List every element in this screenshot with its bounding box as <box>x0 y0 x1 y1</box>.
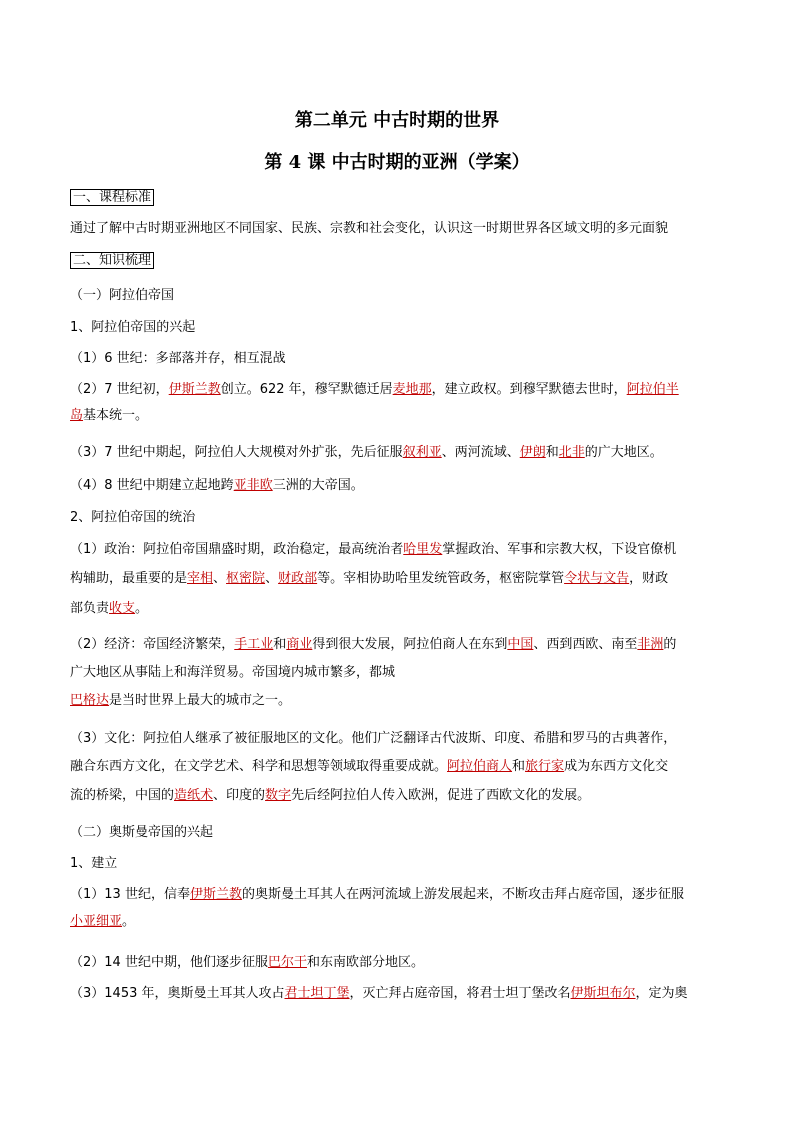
text-segment: （2）经济：帝国经济繁荣， <box>70 637 235 652</box>
key-term: 收支 <box>109 601 136 616</box>
key-term: 数字 <box>265 788 292 803</box>
text-segment: 的广大地区。 <box>584 445 663 460</box>
text-line <box>70 910 135 929</box>
text-segment: （二）奥斯曼帝国的兴起 <box>70 825 214 840</box>
text-line <box>70 755 668 774</box>
key-term: 伊斯兰教 <box>189 887 242 902</box>
text-line <box>70 186 154 205</box>
text-line <box>70 404 148 423</box>
text-line <box>70 567 668 586</box>
text-segment: （一）阿拉伯帝国 <box>70 288 175 303</box>
text-segment: （3）1453 年，奥斯曼土耳其人攻占 <box>70 986 285 1001</box>
text-line <box>70 441 663 460</box>
key-term: 阿拉伯商人 <box>447 759 513 774</box>
text-line <box>70 661 395 680</box>
lesson-title: 第 4 课 中古时期的亚洲（学案） <box>264 152 530 173</box>
text-segment: （4）8 世纪中期建立起地跨 <box>70 478 234 493</box>
key-term: 阿拉伯半 <box>626 382 679 397</box>
text-segment: 和 <box>273 637 287 652</box>
text-line <box>70 249 154 268</box>
text-segment: 、 <box>265 571 279 586</box>
text-segment: ，定为奥 <box>635 986 688 1001</box>
key-term: 宰相 <box>187 571 214 586</box>
text-segment: 广大地区从事陆上和海洋贸易。帝国境内城市繁多，都城 <box>70 665 396 680</box>
key-term: 巴格达 <box>70 693 110 708</box>
key-term: 造纸术 <box>174 788 214 803</box>
unit-title: 第二单元 中古时期的世界 <box>294 110 500 131</box>
text-line <box>70 538 676 557</box>
text-segment: 得到很大发展，阿拉伯商人在东到 <box>312 637 508 652</box>
text-segment: 。 <box>122 914 136 929</box>
section-heading: 一、课程标准 <box>70 189 154 206</box>
text-segment: 和东南欧部分地区。 <box>306 955 424 970</box>
text-segment: （3）7 世纪中期起，阿拉伯人大规模对外扩张，先后征服 <box>70 445 403 460</box>
key-term: 亚非欧 <box>233 478 273 493</box>
text-segment: 和 <box>512 759 526 774</box>
key-term: 枢密院 <box>226 571 266 586</box>
text-segment: 、 <box>213 571 227 586</box>
text-segment: 等。宰相协助哈里发统管政务，枢密院掌管 <box>317 571 565 586</box>
text-line <box>70 597 148 616</box>
text-segment: ，建立政权。到穆罕默德去世时， <box>431 382 627 397</box>
key-term: 手工业 <box>234 637 274 652</box>
text-line <box>70 506 195 525</box>
key-term: 岛 <box>70 408 84 423</box>
key-term: 麦地那 <box>392 382 432 397</box>
key-term: 伊斯坦布尔 <box>570 986 636 1001</box>
key-term: 伊朗 <box>519 445 546 460</box>
text-line <box>70 852 117 871</box>
text-segment: 的 <box>663 637 677 652</box>
key-term: 巴尔干 <box>267 955 307 970</box>
key-term: 君士坦丁堡 <box>284 986 350 1001</box>
text-line <box>70 689 291 708</box>
key-term: 小亚细亚 <box>70 914 123 929</box>
key-term: 伊斯兰教 <box>168 382 221 397</box>
text-segment: ，财政 <box>629 571 669 586</box>
text-line <box>70 883 684 902</box>
key-term: 非洲 <box>637 637 664 652</box>
key-term: 令状与文告 <box>564 571 630 586</box>
text-segment: 掌握政治、军事和宗教大权，下设官僚机 <box>442 542 677 557</box>
text-line <box>70 284 174 303</box>
text-segment: 、两河流域、 <box>441 445 520 460</box>
text-segment: （2）14 世纪中期，他们逐步征服 <box>70 955 268 970</box>
text-segment: 构辅助，最重要的是 <box>70 571 188 586</box>
text-segment: 、印度的 <box>213 788 266 803</box>
key-term: 北非 <box>558 445 585 460</box>
text-segment: 、西到西欧、南至 <box>533 637 638 652</box>
text-segment: 2、阿拉伯帝国的统治 <box>70 510 196 525</box>
text-segment: 基本统一。 <box>83 408 149 423</box>
text-segment: 。 <box>135 601 149 616</box>
text-segment: 成为东西方文化交 <box>564 759 669 774</box>
text-segment: （1）政治：阿拉伯帝国鼎盛时期，政治稳定，最高统治者 <box>70 542 404 557</box>
text-segment: 的奥斯曼土耳其人在两河流域上游发展起来，不断攻击拜占庭帝国，逐步征服 <box>241 887 684 902</box>
text-line <box>70 474 364 493</box>
key-term: 旅行家 <box>525 759 565 774</box>
text-segment: （1）6 世纪：多部落并存，相互混战 <box>70 351 286 366</box>
text-segment: （3）文化：阿拉伯人继承了被征服地区的文化。他们广泛翻译古代波斯、印度、希腊和罗马的古典著作， <box>70 731 677 746</box>
key-term: 哈里发 <box>403 542 443 557</box>
key-term: 商业 <box>286 637 313 652</box>
text-line <box>70 982 688 1001</box>
section-heading: 二、知识梳理 <box>70 252 154 269</box>
text-segment: 流的桥梁，中国的 <box>70 788 175 803</box>
text-segment: 通过了解中古时期亚洲地区不同国家、民族、宗教和社会变化，认识这一时期世界各区域文明的多元面貌 <box>70 221 669 236</box>
text-segment: （1）13 世纪，信奉 <box>70 887 190 902</box>
text-segment: ，灭亡拜占庭帝国，将君士坦丁堡改名 <box>349 986 571 1001</box>
text-line <box>70 727 676 746</box>
text-segment: 是当时世界上最大的城市之一。 <box>109 693 292 708</box>
key-term: 财政部 <box>278 571 318 586</box>
text-segment: 和 <box>545 445 559 460</box>
text-line <box>70 347 286 366</box>
text-segment: 1、建立 <box>70 856 118 871</box>
text-line <box>70 316 195 335</box>
text-line <box>70 951 424 970</box>
text-segment: 部负责 <box>70 601 110 616</box>
text-segment: 1、阿拉伯帝国的兴起 <box>70 320 196 335</box>
text-segment: 创立。622 年，穆罕默德迁居 <box>220 382 393 397</box>
text-line <box>70 821 213 840</box>
text-segment: 先后经阿拉伯人传入欧洲，促进了西欧文化的发展。 <box>291 788 591 803</box>
text-segment: 三洲的大帝国。 <box>272 478 364 493</box>
key-term: 叙利亚 <box>402 445 442 460</box>
text-line <box>70 633 676 652</box>
text-segment: （2）7 世纪初， <box>70 382 169 397</box>
key-term: 中国 <box>507 637 534 652</box>
text-line <box>70 378 679 397</box>
text-line <box>70 784 590 803</box>
text-segment: 融合东西方文化，在文学艺术、科学和思想等领域取得重要成就。 <box>70 759 448 774</box>
text-line <box>70 217 668 236</box>
